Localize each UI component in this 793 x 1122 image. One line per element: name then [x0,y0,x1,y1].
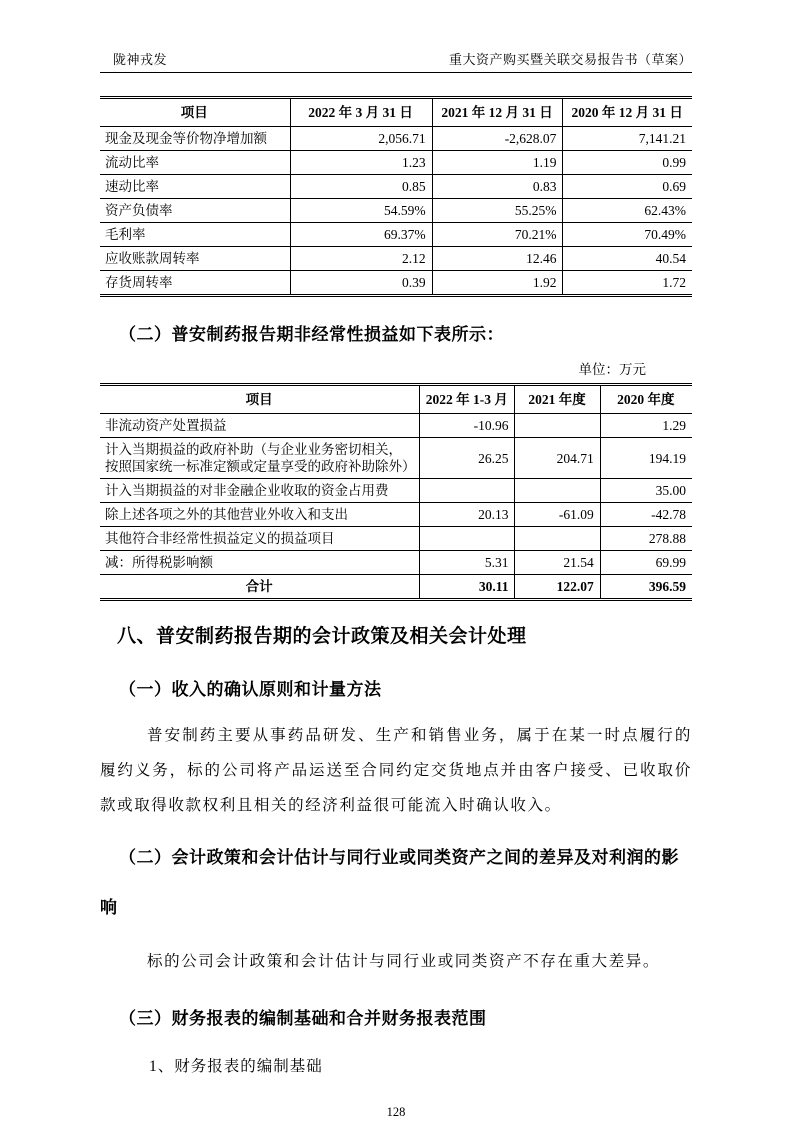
cell-value: 62.43% [563,199,692,223]
section-8-2-heading [100,833,692,933]
row-label: 非流动资产处置损益 [100,414,420,438]
cell-value [515,479,600,503]
column-header: 2022 年 1-3 月 [420,385,515,414]
total-value: 122.07 [515,575,600,600]
cell-value: 21.54 [515,551,600,575]
table-row [100,271,692,296]
section-8-3-heading: （三）财务报表的编制基础和合并财务报表范围 [119,1009,487,1028]
row-label: 应收账款周转率 [100,247,290,271]
cell-value: 1.29 [600,414,692,438]
header-company-name: 陇神戎发 [113,52,168,67]
cell-value: 278.88 [600,527,692,551]
table-row [100,551,692,575]
table-row [100,175,692,199]
page-number: 128 [386,1105,406,1119]
row-label: 减：所得税影响额 [100,551,420,575]
cell-value: -42.78 [600,503,692,527]
column-header: 项目 [100,98,290,127]
table-row [100,527,692,551]
cell-value: 2.12 [290,247,432,271]
table-row [100,479,692,503]
cell-value: 5.31 [420,551,515,575]
cell-value: 26.25 [420,438,515,479]
table-row [100,199,692,223]
table-row [100,151,692,175]
table-row [100,223,692,247]
total-value: 396.59 [600,575,692,600]
cell-value: 40.54 [563,247,692,271]
cell-value: 194.19 [600,438,692,479]
cell-value: 0.83 [432,175,563,199]
section-8-2-paragraph: 标的公司会计政策和会计估计与同行业或同类资产不存在重大差异。 [147,953,661,970]
row-label: 速动比率 [100,175,290,199]
column-header: 2020 年 12 月 31 日 [563,98,692,127]
table-row [100,438,692,479]
row-label: 计入当期损益的政府补助（与企业业务密切相关，按照国家统一标准定额或定量享受的政府补助除外） [100,438,420,479]
cell-value: 0.99 [563,151,692,175]
nonrecurring-items-table [100,383,692,601]
cell-value [420,527,515,551]
cell-value: -10.96 [420,414,515,438]
cell-value [515,414,600,438]
section-8-heading: 八、普安制药报告期的会计政策及相关会计处理 [117,626,527,647]
table-header-row [100,385,692,414]
table-row [100,247,692,271]
financial-ratios-table [100,96,692,297]
column-header: 2020 年度 [600,385,692,414]
cell-value: 2,056.71 [290,127,432,151]
unit-note: 单位：万元 [578,362,646,377]
row-label: 流动比率 [100,151,290,175]
table-row [100,127,692,151]
cell-value: 1.23 [290,151,432,175]
section-8-1-heading: （一）收入的确认原则和计量方法 [119,680,382,699]
cell-value: 0.85 [290,175,432,199]
cell-value: 1.92 [432,271,563,296]
cell-value: 204.71 [515,438,600,479]
column-header: 2022 年 3 月 31 日 [290,98,432,127]
section-2-heading: （二）普安制药报告期非经常性损益如下表所示： [119,325,504,344]
cell-value: 1.72 [563,271,692,296]
cell-value: 69.37% [290,223,432,247]
cell-value [515,527,600,551]
running-header [100,0,692,73]
row-label: 其他符合非经常性损益定义的损益项目 [100,527,420,551]
cell-value: 1.19 [432,151,563,175]
total-value: 30.11 [420,575,515,600]
table-total-row [100,575,692,600]
cell-value: 35.00 [600,479,692,503]
cell-value: -2,628.07 [432,127,563,151]
cell-value: 0.69 [563,175,692,199]
row-label: 资产负债率 [100,199,290,223]
cell-value [420,479,515,503]
row-label: 除上述各项之外的其他营业外收入和支出 [100,503,420,527]
cell-value: 54.59% [290,199,432,223]
cell-value: -61.09 [515,503,600,527]
cell-value: 70.49% [563,223,692,247]
table-header-row [100,98,692,127]
section-8-2-heading-text: （二）会计政策和会计估计与同行业或同类资产之间的差异及对利润的影响 [100,848,679,917]
cell-value: 70.21% [432,223,563,247]
column-header: 项目 [100,385,420,414]
cell-value: 0.39 [290,271,432,296]
cell-value: 7,141.21 [563,127,692,151]
column-header: 2021 年度 [515,385,600,414]
cell-value: 69.99 [600,551,692,575]
section-8-3-item-1: 1、财务报表的编制基础 [149,1058,323,1075]
cell-value: 20.13 [420,503,515,527]
cell-value: 55.25% [432,199,563,223]
header-report-title: 重大资产购买暨关联交易报告书（草案） [448,52,692,67]
row-label: 存货周转率 [105,275,173,290]
total-label: 合计 [245,579,273,594]
table-row [100,503,692,527]
row-label: 现金及现金等价物净增加额 [100,127,290,151]
cell-value: 12.46 [432,247,563,271]
table-row [100,414,692,438]
section-8-1-paragraph: 普安制药主要从事药品研发、生产和销售业务，属于在某一时点履行的履约义务，标的公司将产品运送至合同约定交货地点并由客户接受、已收取价款或取得收款权利且相关的经济利益很可能流入时确认收入。 [100,727,692,814]
column-header: 2021 年 12 月 31 日 [432,98,563,127]
row-label: 毛利率 [100,223,290,247]
row-label: 计入当期损益的对非金融企业收取的资金占用费 [100,479,420,503]
